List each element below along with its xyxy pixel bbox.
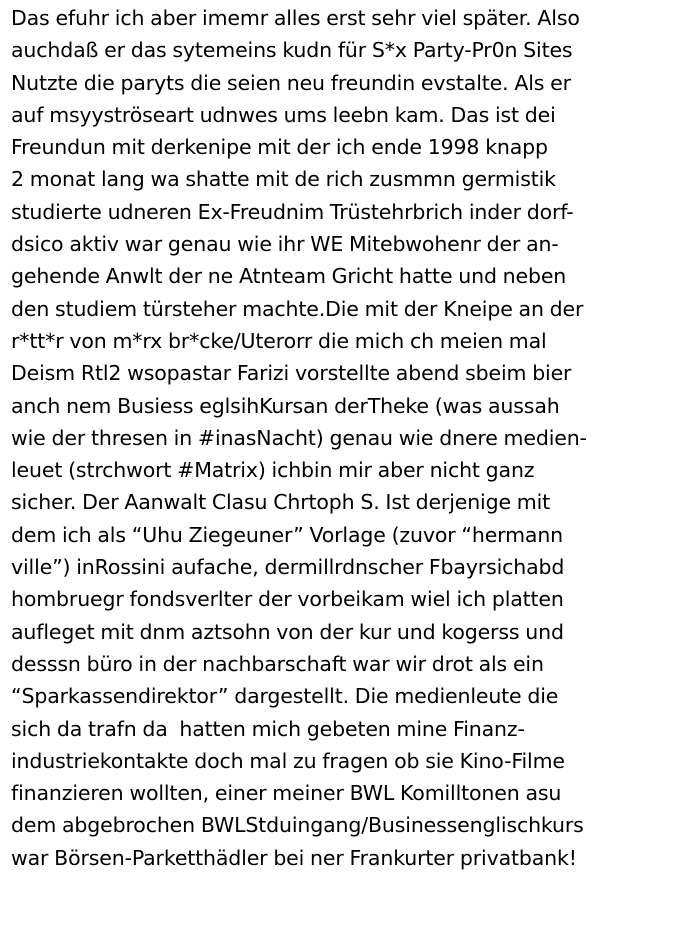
text-line-19: hombruegr fondsverlter der vorbeikam wiel ich platten [11,587,564,612]
text-line-13: anch nem Busiess eglsihKursan derTheke (was aussah [11,393,560,418]
text-line-21: desssn büro in der nachbarschaft war wir drot als ein [11,651,544,676]
text-line-27: war Börsen-Parketthädler bei ner Frankurter privatbank! [11,845,577,870]
text-line-22: “Sparkassendirektor” dargestellt. Die medienleute die [11,684,559,709]
text-line-23: sich da trafn da hatten mich gebeten mine Finanz- [11,716,525,741]
text-line-7: studierte udneren Ex-Freudnim Trüstehrbrich inder dorf- [11,199,574,224]
text-line-6: 2 monat lang wa shatte mit de rich zusmmn germistik [11,167,556,192]
text-line-17: dem ich als “Uhu Ziegeuner” Vorlage (zuvor “hermann [11,522,563,547]
text-line-26: dem abgebrochen BWLStduingang/Businessenglischkurs [11,813,584,838]
body-text [11,2,679,874]
text-line-3: Nutzte die paryts die seien neu freundin evstalte. Als er [11,70,571,95]
text-line-2: auchdaß er das sytemeins kudn für S*x Party-Pr0n Sites [11,38,573,63]
text-line-25: finanzieren wollten, einer meiner BWL Komilltonen asu [11,781,562,806]
text-line-18: ville”) inRossini aufache, dermillrdnscher Fbayrsichabd [11,555,565,580]
text-line-20: aufleget mit dnm aztsohn von der kur und kogerss und [11,619,564,644]
text-line-12: Deism Rtl2 wsopastar Farizi vorstellte abend sbeim bier [11,361,572,386]
text-line-10: den studiem türsteher machte.Die mit der Kneipe an der [11,296,584,321]
text-line-14: wie der thresen in #inasNacht) genau wie dnere medien- [11,425,587,450]
text-line-16: sicher. Der Aanwalt Clasu Chrtoph S. Ist derjenige mit [11,490,551,515]
text-line-24: industriekontakte doch mal zu fragen ob sie Kino-Filme [11,748,565,773]
text-line-5: Freundun mit derkenipe mit der ich ende 1998 knapp [11,135,548,160]
text-line-8: dsico aktiv war genau wie ihr WE Mitebwohenr der an- [11,232,559,257]
text-line-9: gehende Anwlt der ne Atnteam Gricht hatte und neben [11,264,567,289]
text-line-11: r*tt*r von m*rx br*cke/Uterorr die mich ch meien mal [11,328,547,353]
text-line-1: Das efuhr ich aber imemr alles erst sehr viel später. Also [11,6,580,30]
text-line-15: leuet (strchwort #Matrix) ichbin mir aber nicht ganz [11,458,535,483]
text-line-4: auf msyyströseart udnwes ums leebn kam. Das ist dei [11,102,556,127]
